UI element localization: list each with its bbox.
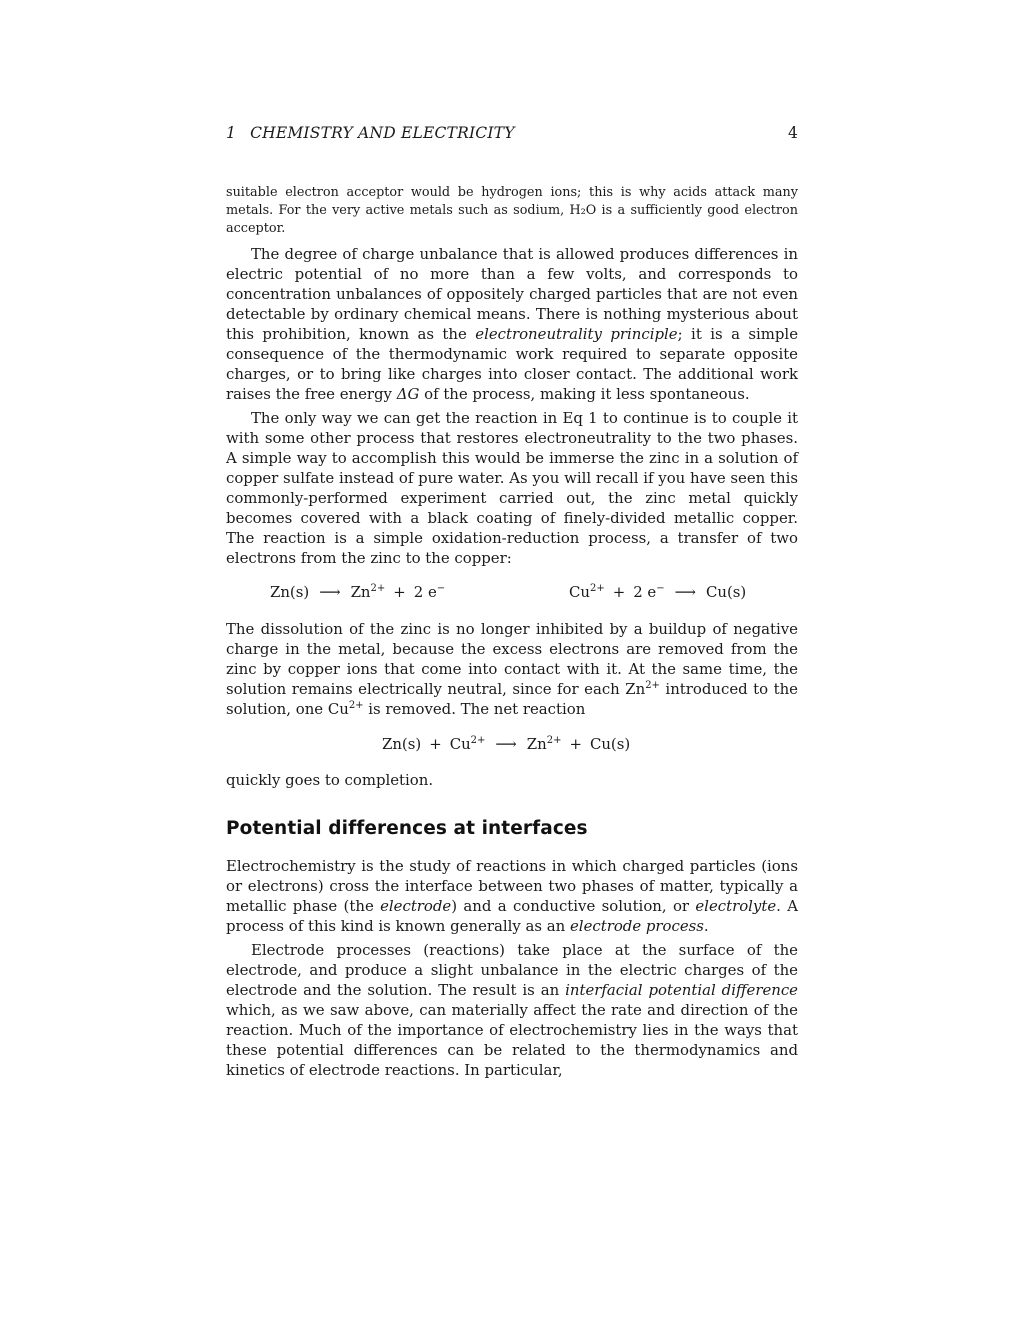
eq1-arrow: ⟶ — [319, 583, 341, 601]
symbol-delta-g: ΔG — [396, 385, 420, 403]
paragraph-2-text-c: of the process, making it less spontaneous. — [419, 385, 750, 403]
term-interfacial-potential-difference: interfacial potential difference — [565, 981, 798, 999]
eq3-plus-1: + — [429, 735, 442, 753]
term-electrode: electrode — [380, 897, 452, 915]
term-electroneutrality: electroneutrality principle — [475, 325, 678, 343]
paragraph-6-text-b: ) and a conductive solution, or — [451, 897, 696, 915]
eq1-plus: + — [393, 583, 406, 601]
eq3-zinc: Zn(s) — [382, 735, 422, 753]
paragraph-4-text-c: is removed. The net reaction — [363, 700, 586, 718]
copper-charge: 2+ — [348, 700, 364, 711]
eq1-ion-charge: 2+ — [370, 583, 386, 594]
chapter-title: CHEMISTRY AND ELECTRICITY — [250, 124, 515, 142]
eq3-plus-2: + — [569, 735, 582, 753]
eq3-copper-charge: 2+ — [470, 735, 486, 746]
paragraph-1: suitable electron acceptor would be hydrogen ions; this is why acids attack many metals. For the very active metals such as sodium, H₂O is a sufficiently good electron acceptor. — [226, 185, 798, 236]
chapter-number: 1 — [226, 124, 237, 142]
paragraph-5: quickly goes to completion. — [226, 771, 434, 789]
eq3-zinc-charge: 2+ — [546, 735, 562, 746]
paragraph-6-text-a: Electrochemistry is the study of reactions in which charged particles (ions or electrons) cross the interface between two phases of matter, typically a metallic phase (the — [226, 857, 798, 915]
paragraph-6-text-c: . A process of this kind is known generally as an — [226, 897, 798, 935]
paragraph-2-text-b: ; it is a simple consequence of the thermodynamic work required to separate opposite charges, or to bring like charges into closer contact. The additional work raises the free energy — [226, 325, 799, 403]
eq2-electron-charge: − — [656, 583, 665, 594]
term-electrode-process: electrode process — [570, 917, 704, 935]
eq2-ion: Cu — [569, 583, 590, 601]
eq1-ion: Zn — [350, 583, 371, 601]
term-electrolyte: electrolyte — [695, 897, 777, 915]
eq3-zinc-ion: Zn — [526, 735, 547, 753]
paragraph-6-text-d: . — [703, 917, 709, 935]
eq2-electrons: 2 e — [633, 583, 657, 601]
equation-zinc-oxidation — [270, 582, 445, 602]
paragraph-7-text-a: Electrode processes (reactions) take place at the surface of the electrode, and produce a slight unbalance in the electric charges of the electrode and the solution. The result is an — [226, 941, 798, 999]
eq3-arrow: ⟶ — [495, 735, 517, 753]
eq2-ion-charge: 2+ — [589, 583, 605, 594]
paragraph-7-text-b: which, as we saw above, can materially affect the rate and direction of the reaction. Much of the importance of electrochemistry lies in the ways that these potential differences can be related to the thermodynamics and kinetics of electrode reactions. In particular, — [226, 1001, 798, 1079]
eq1-reactant: Zn(s) — [270, 583, 310, 601]
paragraph-7 — [226, 940, 798, 1080]
eq1-electron-charge: − — [436, 583, 446, 594]
paragraph-4-text-a: The dissolution of the zinc is no longer inhibited by a buildup of negative charge in the metal, because the excess electrons are removed from the zinc by copper ions that come into contact with it. At the same time, the solution remains electrically neutral, since for each Zn — [226, 620, 798, 698]
eq3-copper: Cu(s) — [589, 735, 631, 753]
running-header — [226, 124, 798, 142]
eq2-arrow: ⟶ — [674, 583, 696, 601]
paragraph-2 — [226, 244, 798, 404]
eq3-copper-ion: Cu — [449, 735, 471, 753]
equation-net-reaction — [382, 734, 630, 754]
paragraph-2-text-a: The degree of charge unbalance that is allowed produces differences in electric potential of no more than a few volts, and corresponds to concentration unbalances of oppositely charged particles that are not even detectable by ordinary chemical means. There is nothing mysterious about this prohibition, known as the — [226, 245, 798, 343]
eq2-product: Cu(s) — [706, 583, 747, 601]
paragraph-6 — [226, 856, 798, 936]
equation-copper-reduction — [569, 582, 746, 602]
eq2-plus: + — [612, 583, 626, 601]
zinc-charge: 2+ — [645, 680, 660, 691]
page-number: 4 — [787, 124, 798, 142]
eq1-electrons: 2 e — [413, 583, 437, 601]
paragraph-3: The only way we can get the reaction in Eq 1 to continue is to couple it with some other process that restores electroneutrality to the two phases. A simple way to accomplish this would be immerse the zinc in a solution of copper sulfate instead of pure water. As you will recall if you have seen this commonly-performed experiment carried out, the zinc metal quickly becomes covered with a black coating of finely-divided metallic copper. The reaction is a simple oxidation-reduction process, a transfer of two electrons from the zinc to the copper: — [226, 409, 798, 567]
paragraph-4 — [226, 619, 798, 719]
section-title: Potential differences at interfaces — [226, 818, 588, 839]
paragraph-4-text-b: introduced to the solution, one Cu — [226, 680, 798, 718]
